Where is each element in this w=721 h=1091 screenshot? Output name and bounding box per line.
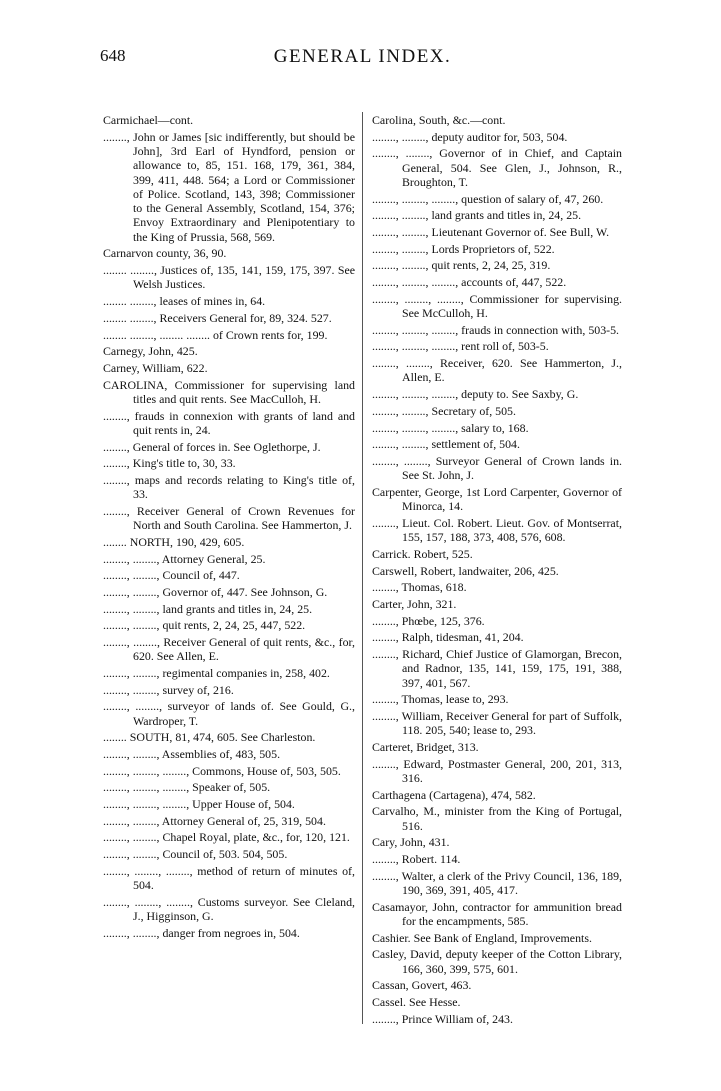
index-entry: Carteret, Bridget, 313. bbox=[372, 739, 479, 754]
index-column-right bbox=[372, 113, 622, 1028]
index-entry: Cary, John, 431. bbox=[372, 835, 450, 850]
index-entry: ........, ........, ........, method of return of minutes of, 504. bbox=[103, 863, 355, 893]
index-entry: ........, ........, Surveyor General of Crown lands in. See St. John, J. bbox=[372, 453, 622, 483]
index-entry: ........, ........, quit rents, 2, 24, 25, 447, 522. bbox=[103, 618, 306, 633]
index-entry: ........, ........, Receiver General of quit rents, &c., for, 620. See Allen, E. bbox=[103, 635, 355, 664]
index-entry: ........, frauds in connexion with grants of land and quit rents in, 24. bbox=[103, 408, 355, 437]
index-entry: ........, ........, ........, Upper House of, 504. bbox=[103, 797, 295, 812]
index-entry: ........ ........, Justices of, 135, 141, 159, 175, 397. See Welsh Justices. bbox=[103, 263, 355, 292]
index-entry: ........, ........, Council of, 447. bbox=[103, 568, 240, 583]
index-entry: ........, William, Receiver General for part of Suffolk, 118. 205, 540; lease to, 293. bbox=[372, 708, 622, 738]
index-entry: Casamayor, John, contractor for ammunition bread for the encampments, 585. bbox=[372, 899, 622, 928]
index-entry: ........ ........, leases of mines in, 64. bbox=[103, 294, 266, 309]
index-entry: ........, King's title to, 30, 33. bbox=[103, 456, 236, 471]
index-entry: ........, ........, land grants and titles in, 24, 25. bbox=[103, 601, 313, 616]
index-entry: ........, ........, Secretary of, 505. bbox=[372, 403, 516, 418]
index-entry: ........, ........, danger from negroes in, 504. bbox=[103, 925, 300, 940]
index-entry: ........, ........, ........, rent roll of, 503-5. bbox=[372, 339, 549, 354]
index-entry: Carswell, Robert, landwaiter, 206, 425. bbox=[372, 563, 559, 578]
index-entry: Carrick. Robert, 525. bbox=[372, 546, 473, 561]
index-entry: ........, ........, ........, frauds in connection with, 503-5. bbox=[372, 322, 620, 337]
index-entry: ........, Phœbe, 125, 376. bbox=[372, 613, 485, 628]
index-entry: ........, ........, Attorney General of, 25, 319, 504. bbox=[103, 813, 326, 828]
index-entry: ........, ........, Governor of in Chief, and Captain General, 504. See Glen, J., Johnson, R., Broughton, T. bbox=[372, 146, 622, 189]
index-entry: ........, ........, Chapel Royal, plate, &c., for, 120, 121. bbox=[103, 830, 350, 845]
index-entry: ........, ........, Lords Proprietors of, 522. bbox=[372, 241, 555, 256]
page-number: 648 bbox=[100, 46, 126, 65]
index-entry: ........, ........, Attorney General, 25. bbox=[103, 551, 266, 566]
index-entry: ........, ........, Receiver, 620. See Hammerton, J., Allen, E. bbox=[372, 356, 622, 385]
index-entry: ........ ........, ........ ........ of Crown rents for, 199. bbox=[103, 327, 328, 342]
index-entry: Carnegy, John, 425. bbox=[103, 344, 198, 359]
column-divider bbox=[362, 112, 363, 1024]
index-entry: ........, Receiver General of Crown Revenues for North and South Carolina. See Hammerton, J. bbox=[103, 503, 355, 533]
page-header bbox=[100, 46, 625, 76]
index-entry: Cassel. See Hesse. bbox=[372, 994, 461, 1009]
index-entry: ........, Ralph, tidesman, 41, 204. bbox=[372, 630, 524, 645]
index-entry: ........, ........, regimental companies in, 258, 402. bbox=[103, 665, 330, 680]
index-entry: ........, ........, ........, Commissioner for supervising. See McCulloh, H. bbox=[372, 291, 622, 321]
index-entry: ........, ........, settlement of, 504. bbox=[372, 437, 520, 452]
index-entry: Carolina, South, &c.—cont. bbox=[372, 113, 506, 127]
index-entry: ........ ........, Receivers General for, 89, 324. 527. bbox=[103, 310, 332, 325]
index-entry: Carmichael—cont. bbox=[103, 113, 194, 127]
index-entry: Carter, John, 321. bbox=[372, 596, 457, 611]
index-entry: CAROLINA, Commissioner for supervising land titles and quit rents. See MacCulloh, H. bbox=[103, 377, 355, 406]
index-entry: ........, ........, surveyor of lands of. See Gould, G., Wardroper, T. bbox=[103, 699, 355, 728]
index-entry: ........, ........, survey of, 216. bbox=[103, 682, 234, 697]
index-entry: ........, ........, Council of, 503. 504, 505. bbox=[103, 847, 288, 862]
index-entry: ........, Thomas, 618. bbox=[372, 580, 467, 595]
index-entry: ........, Prince William of, 243. bbox=[372, 1011, 513, 1026]
index-entry: ........, Walter, a clerk of the Privy Council, 136, 189, 190, 369, 391, 405, 417. bbox=[372, 868, 622, 897]
index-entry: ........, ........, deputy auditor for, 503, 504. bbox=[372, 129, 568, 144]
index-entry: ........, ........, ........, salary to, 168. bbox=[372, 420, 529, 435]
index-entry: ........, ........, land grants and titles in, 24, 25. bbox=[372, 208, 582, 223]
index-entry: ........, maps and records relating to King's title of, 33. bbox=[103, 472, 355, 502]
index-entry: ........, Richard, Chief Justice of Glamorgan, Brecon, and Radnor, 135, 141, 159, 175, 191, 388, 397, 401, 567. bbox=[372, 646, 622, 690]
index-entry: ........, General of forces in. See Oglethorpe, J. bbox=[103, 439, 321, 454]
index-entry: ........, ........, Assemblies of, 483, 505. bbox=[103, 747, 281, 762]
index-entry: Carvalho, M., minister from the King of Portugal, 516. bbox=[372, 804, 622, 833]
index-entry: ........, Robert. 114. bbox=[372, 851, 461, 866]
index-entry: ........, ........, ........, Customs surveyor. See Cleland, J., Higginson, G. bbox=[103, 894, 355, 924]
index-entry: ........, John or James [sic indifferently, but should be John], 3rd Earl of Hyndford, pension or allowance to, 85, 151. 168, 179, 361, 384, 399, 411, 448. 564; a Lord or Commissioner of Police. Scotland, 143, 398; Commissioner to the General Assembly, Scotland, 154, 376; Envoy Extraordinary and Plenipotentiary to the King of Prussia, 568, 569. bbox=[103, 129, 355, 244]
index-entry: Carthagena (Cartagena), 474, 582. bbox=[372, 787, 536, 802]
index-entry: Carney, William, 622. bbox=[103, 360, 208, 375]
index-entry: Carpenter, George, 1st Lord Carpenter, Governor of Minorca, 14. bbox=[372, 484, 622, 514]
index-entry: ........, Thomas, lease to, 293. bbox=[372, 692, 509, 707]
running-title: GENERAL INDEX. bbox=[273, 46, 452, 67]
index-entry: Cashier. See Bank of England, Improvements. bbox=[372, 930, 592, 945]
index-entry: ........, ........, ........, question of salary of, 47, 260. bbox=[372, 191, 604, 206]
index-entry: ........, ........, Governor of, 447. See Johnson, G. bbox=[103, 584, 328, 599]
index-entry: ........, Lieut. Col. Robert. Lieut. Gov. of Montserrat, 155, 157, 188, 373, 408, 576, 608. bbox=[372, 515, 622, 545]
index-entry: ........, ........, ........, Commons, House of, 503, 505. bbox=[103, 763, 341, 778]
index-entry: ........ NORTH, 190, 429, 605. bbox=[103, 534, 245, 549]
index-entry: ........, ........, ........, accounts of, 447, 522. bbox=[372, 275, 567, 290]
index-entry: ........, ........, ........, Speaker of, 505. bbox=[103, 780, 271, 795]
index-entry: Carnarvon county, 36, 90. bbox=[103, 246, 227, 261]
index-entry: ........, Edward, Postmaster General, 200, 201, 313, 316. bbox=[372, 756, 622, 785]
index-column-left bbox=[103, 113, 355, 943]
index-entry: ........, ........, quit rents, 2, 24, 25, 319. bbox=[372, 258, 551, 273]
index-entry: ........, ........, Lieutenant Governor of. See Bull, W. bbox=[372, 225, 610, 240]
index-entry: Cassan, Govert, 463. bbox=[372, 978, 472, 993]
index-entry: ........ SOUTH, 81, 474, 605. See Charleston. bbox=[103, 730, 316, 745]
index-entry: ........, ........, ........, deputy to. See Saxby, G. bbox=[372, 387, 579, 402]
index-entry: Casley, David, deputy keeper of the Cotton Library, 166, 360, 399, 575, 601. bbox=[372, 947, 622, 976]
